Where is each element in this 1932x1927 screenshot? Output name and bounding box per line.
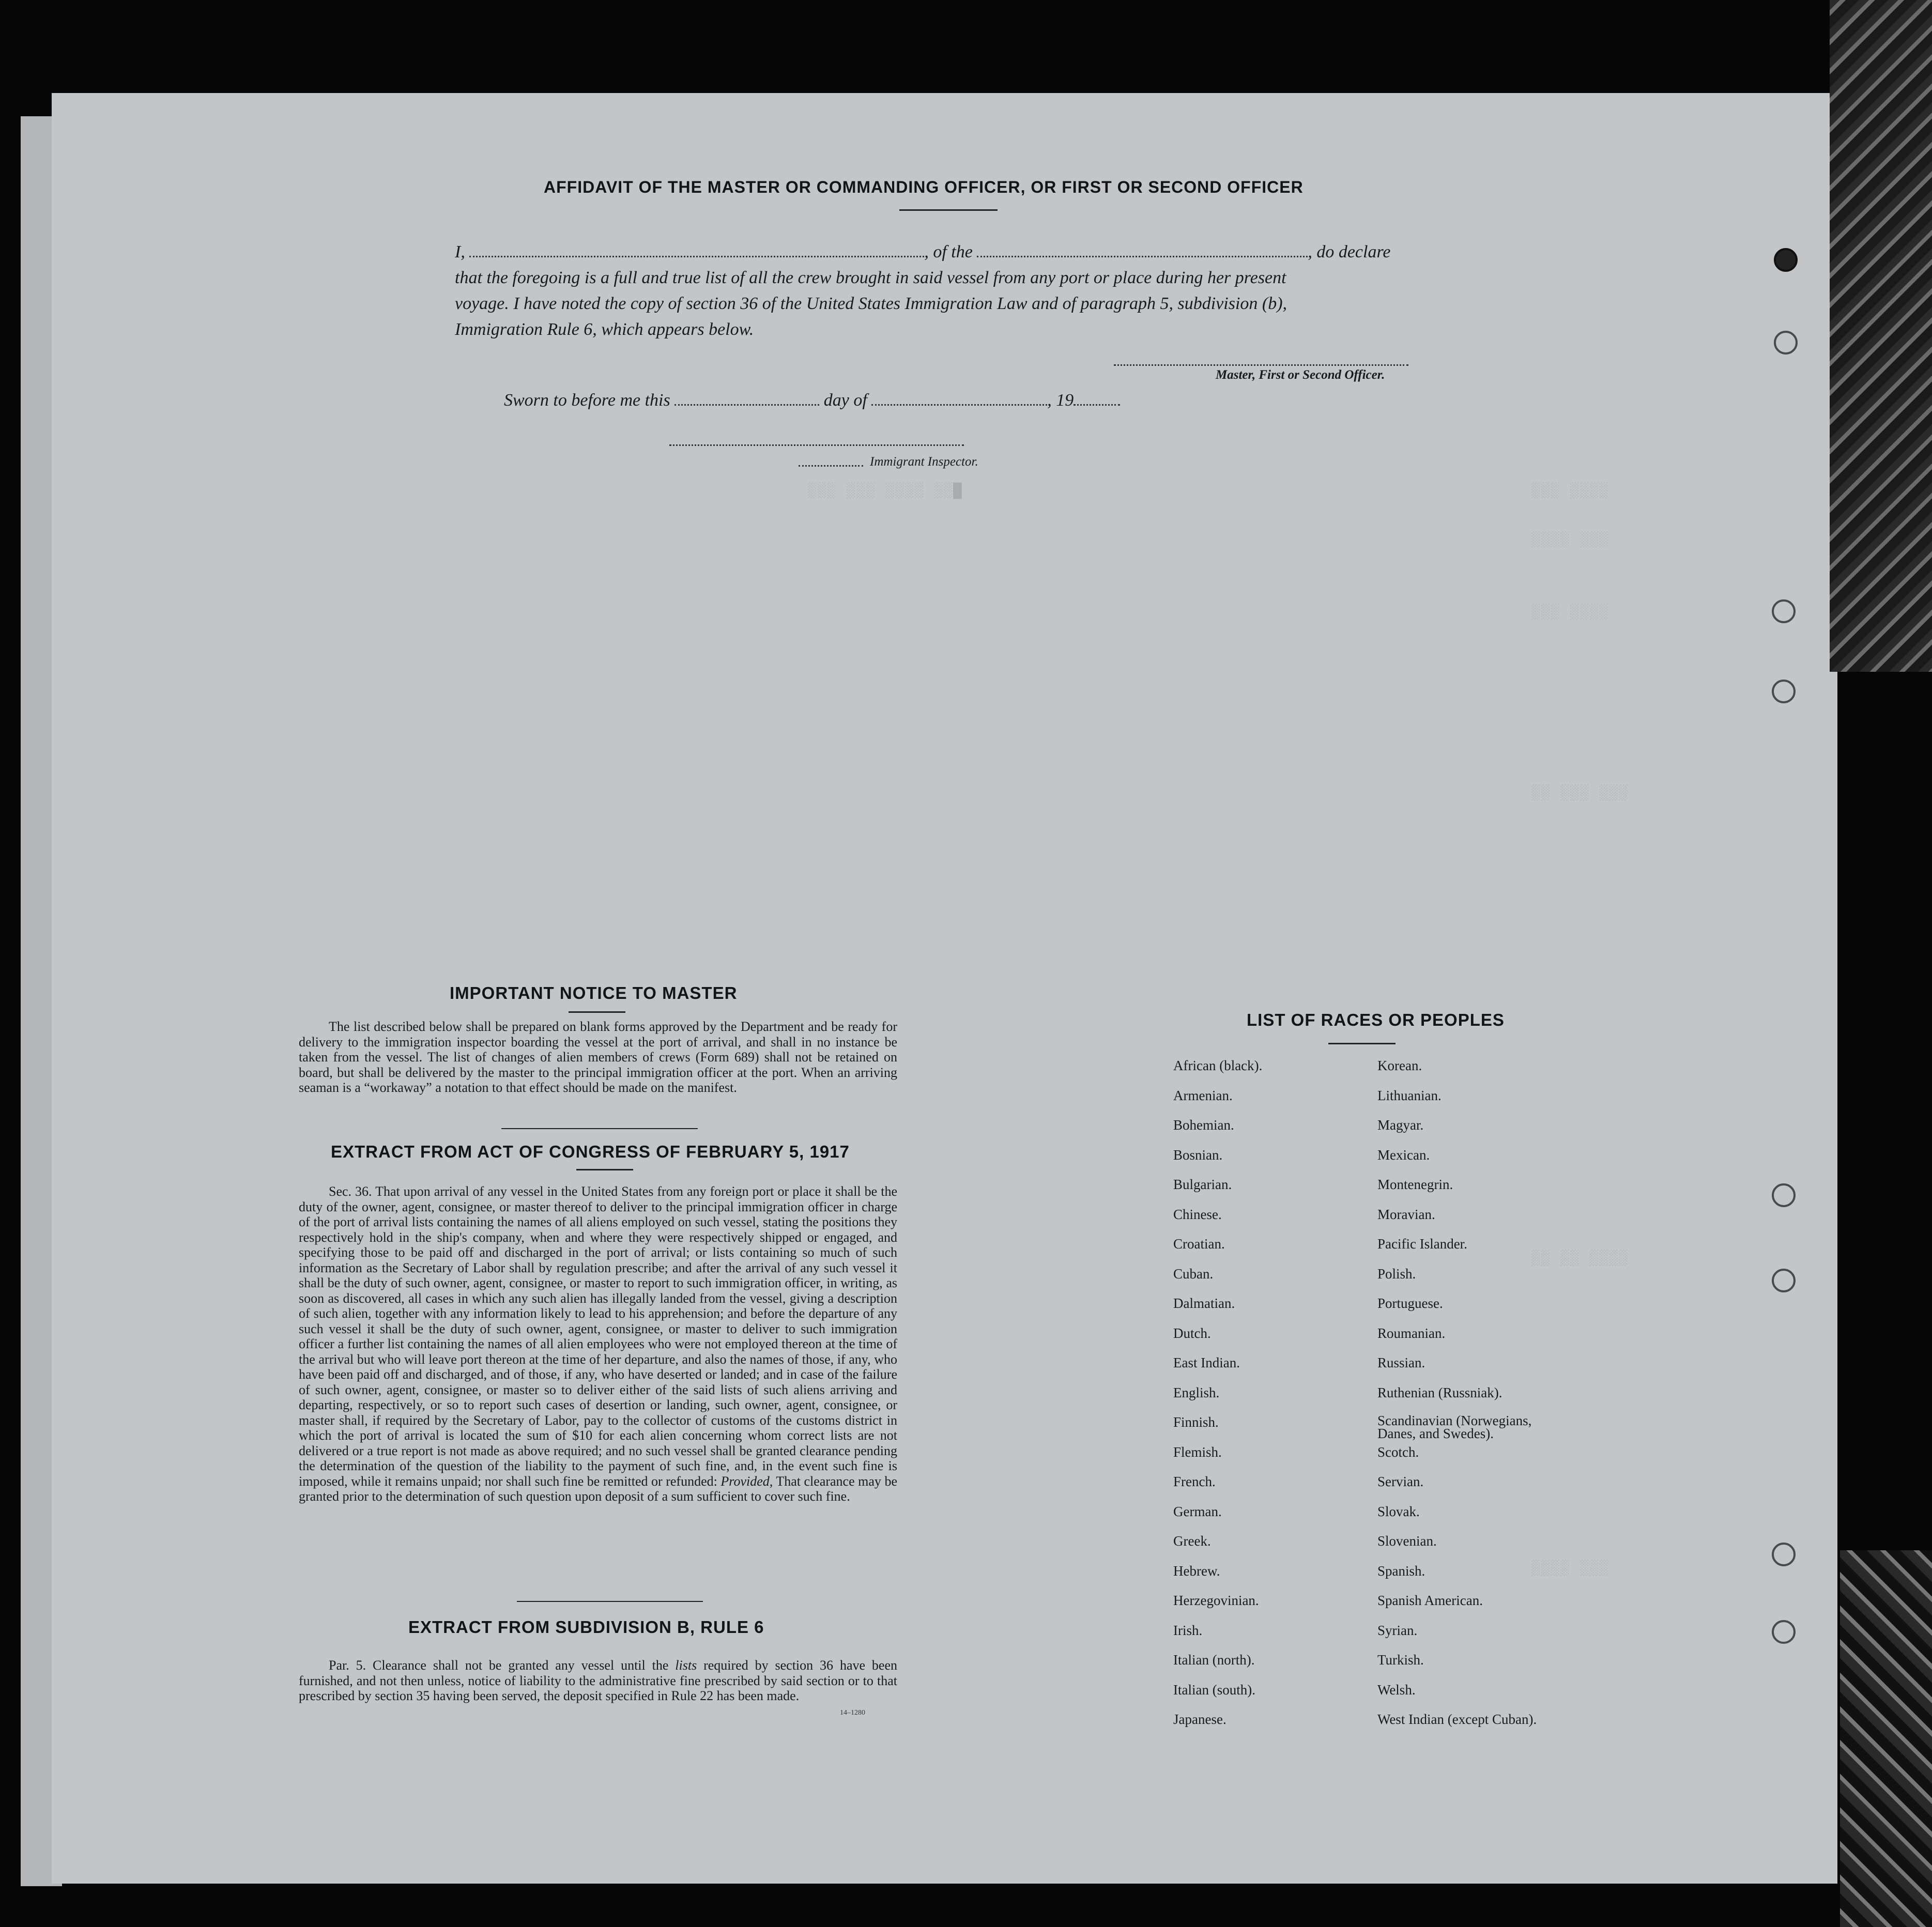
punch-hole — [1772, 1183, 1796, 1207]
act-provided: Provided, — [720, 1473, 773, 1489]
inspector-leader-dots — [799, 465, 863, 467]
race-item: Slovak. — [1377, 1503, 1420, 1519]
race-item: Scandinavian (Norwegians, Danes, and Swedes). — [1377, 1413, 1532, 1441]
race-item: Syrian. — [1377, 1622, 1418, 1638]
bleed-through-text: ░░░ ░░░░ — [1530, 532, 1608, 548]
sworn-text: Sworn to before me this — [504, 391, 670, 410]
punch-hole — [1772, 1543, 1796, 1566]
race-item: Polish. — [1377, 1266, 1416, 1282]
race-item: Bulgarian. — [1173, 1177, 1232, 1192]
day-blank — [674, 399, 819, 406]
document-page — [52, 93, 1837, 1884]
race-item: Portuguese. — [1377, 1296, 1443, 1311]
race-item: Ruthenian (Russniak). — [1377, 1384, 1502, 1400]
race-item: Scotch. — [1377, 1444, 1419, 1460]
race-item: Slovenian. — [1377, 1533, 1437, 1549]
inspector-label: Immigrant Inspector. — [870, 455, 978, 469]
act-divider — [517, 1601, 703, 1602]
affidavit-i: I, — [455, 242, 465, 261]
notice-body — [299, 1019, 897, 1096]
punch-hole — [1774, 248, 1798, 272]
race-item: Irish. — [1173, 1622, 1203, 1638]
race-item: Lithuanian. — [1377, 1087, 1442, 1103]
race-item: French. — [1173, 1474, 1216, 1489]
punch-hole — [1774, 331, 1798, 354]
race-item: Bohemian. — [1173, 1117, 1234, 1133]
affidavit-line-1 — [455, 239, 1443, 265]
affidavit-line-3: voyage. I have noted the copy of section 36 of the United States Immigration Law and of paragraph 5, subdivision (b), — [455, 294, 1287, 313]
race-item: Greek. — [1173, 1533, 1211, 1549]
bleed-through-text: ░░░░ ░░ ░░ — [1530, 1251, 1628, 1267]
bleed-through-text: █░░ ░░░░ ░░░ ░░░ — [806, 483, 962, 499]
race-item: Pacific Islander. — [1377, 1236, 1467, 1252]
year-blank — [1074, 399, 1120, 406]
race-item: English. — [1173, 1384, 1220, 1400]
act-body — [299, 1184, 897, 1504]
act-text — [299, 1184, 897, 1504]
races-column-2 — [1377, 1058, 1563, 1741]
punch-hole — [1772, 680, 1796, 703]
affidavit-line-2: that the foregoing is a full and true list of all the crew brought in said vessel from any port or place during her present — [455, 268, 1286, 287]
race-item: Magyar. — [1377, 1117, 1424, 1133]
race-item: Welsh. — [1377, 1682, 1416, 1698]
scan-edge-debris-bottom — [1840, 1550, 1932, 1927]
affidavit-title: AFFIDAVIT OF THE MASTER OR COMMANDING OFFICER, OR FIRST OR SECOND OFFICER — [544, 178, 1304, 196]
notice-title: IMPORTANT NOTICE TO MASTER — [450, 983, 738, 1003]
race-item: Russian. — [1377, 1355, 1425, 1370]
race-item: Korean. — [1377, 1058, 1422, 1073]
punch-hole — [1772, 599, 1796, 623]
race-item: West Indian (except Cuban). — [1377, 1712, 1537, 1727]
master-signature-line — [1114, 364, 1408, 366]
affidavit-do-declare: , do declare — [1308, 242, 1391, 261]
inspector-signature-line — [669, 444, 964, 446]
sworn-line — [504, 388, 1120, 413]
race-item: Italian (north). — [1173, 1652, 1255, 1668]
title-rule — [899, 209, 998, 211]
race-item: Armenian. — [1173, 1087, 1233, 1103]
race-item: Spanish. — [1377, 1563, 1425, 1579]
race-item: Roumanian. — [1377, 1325, 1446, 1341]
month-blank — [871, 399, 1047, 406]
vessel-blank — [977, 251, 1308, 257]
rule-title: EXTRACT FROM SUBDIVISION B, RULE 6 — [408, 1617, 764, 1637]
punch-hole — [1772, 1269, 1796, 1292]
race-item: Herzegovinian. — [1173, 1593, 1259, 1608]
day-of-text: day of — [823, 391, 867, 410]
notice-rule — [569, 1011, 625, 1013]
rule-text-part1: Par. 5. Clearance shall not be granted any vessel until the — [329, 1658, 669, 1673]
act-rule — [576, 1169, 633, 1170]
bleed-through-text: ░░░ ░░░ ░░ — [1530, 785, 1628, 801]
bleed-through-text: ░░░ ░░░░ — [1530, 1561, 1608, 1577]
race-item: Moravian. — [1377, 1206, 1435, 1222]
race-item: Hebrew. — [1173, 1563, 1220, 1579]
affidavit-of-the: , of the — [924, 242, 973, 261]
notice-text: The list described below shall be prepared on blank forms approved by the Department and be ready for delivery to the immigration inspector boarding the vessel at the port of arrival, and shall in no instance be taken from the vessel. The list of changes of alien members of crews (Form 689) shall not be retained on board, but shall be delivered by the master to the principal immigration officer at the port. When an arriving seaman is a “workaway” a notation to that effect should be made on the manifest. — [299, 1019, 897, 1095]
act-text-part1: Sec. 36. That upon arrival of any vessel in the United States from any foreign port or place it shall be the duty of the owner, agent, consignee, or master thereof to deliver to the principal immigration officer in charge of the port of arrival lists containing the names of all aliens employed on such vessel, stating the positions they respectively hold in the ship's company, when and where they were respectively shipped or engaged, and specifying those to be paid off and discharged in the port of arrival; or lists containing so much of such information as the Secretary of Labor shall by regulation prescribe; and after the arrival of any such vessel it shall be the duty of such owner, agent, consignee, or master to report to such immigration officer, in writing, as soon as discovered, all cases in which any such alien has illegally landed from the vessel, giving a description of such alien, together with any information likely to lead to his apprehension; and before the departure of any such vessel it shall be the duty of such owner, agent, consignee, or master to deliver to such immigration officer a further list containing the names of all alien employees who were not employed thereon at the time of the arrival but who will leave port thereon at the time of her departure, and also the names of those, if any, who have been paid off and discharged, and of those, if any, who have deserted or landed; and in case of the failure of such owner, agent, consignee, or master so to deliver either of the said lists of such aliens arriving and departing, respectively, or so to report such cases of desertion or landing, such owner, agent, consignee, or master shall, if required by the Secretary of Labor, pay to the collector of customs of the customs district in which the port of arrival is located the sum of $10 for each alien concerning whom correct lists are not delivered or a true report is not made as above required; and no such vessel shall be granted clearance pending the determination of the question of the liability to the payment of such fine, and, in the event such fine is imposed, while it remains unpaid; nor shall such fine be remitted or refunded: — [299, 1184, 897, 1489]
race-item: African (black). — [1173, 1058, 1263, 1073]
race-item: Dutch. — [1173, 1325, 1211, 1341]
race-item: Cuban. — [1173, 1266, 1214, 1282]
name-blank — [469, 251, 924, 257]
race-item: Finnish. — [1173, 1414, 1219, 1430]
race-item: Bosnian. — [1173, 1147, 1223, 1163]
rule-text — [299, 1658, 897, 1704]
race-item: Servian. — [1377, 1474, 1424, 1489]
rule-body — [299, 1658, 897, 1704]
bleed-through-text: ░░░░ ░░░ — [1530, 605, 1608, 621]
races-column-1 — [1173, 1058, 1262, 1741]
race-item: German. — [1173, 1503, 1222, 1519]
race-item: Mexican. — [1377, 1147, 1430, 1163]
act-text-part2: That clearance may be granted prior to the determination of such question upon deposit of a sum sufficient to cover such fine. — [299, 1473, 898, 1504]
affidavit-line-4: Immigration Rule 6, which appears below. — [455, 320, 754, 339]
punch-hole — [1772, 1620, 1796, 1644]
races-title: LIST OF RACES OR PEOPLES — [1247, 1010, 1505, 1029]
race-item: Turkish. — [1377, 1652, 1424, 1668]
scan-edge-debris — [1830, 0, 1932, 672]
race-item: Spanish American. — [1377, 1593, 1483, 1608]
race-item: Croatian. — [1173, 1236, 1225, 1252]
master-label: Master, First or Second Officer. — [1216, 368, 1385, 382]
races-rule — [1328, 1043, 1396, 1044]
race-item: Flemish. — [1173, 1444, 1222, 1460]
act-title: EXTRACT FROM ACT OF CONGRESS OF FEBRUARY 5, 1917 — [331, 1142, 850, 1161]
year-text: , 19 — [1047, 391, 1074, 410]
rule-lists: lists — [675, 1658, 697, 1673]
race-item: Montenegrin. — [1377, 1177, 1453, 1192]
form-number: 14–1280 — [840, 1709, 865, 1717]
race-item: Chinese. — [1173, 1206, 1222, 1222]
race-item: East Indian. — [1173, 1355, 1240, 1370]
notice-divider — [501, 1128, 698, 1129]
race-item: Italian (south). — [1173, 1682, 1255, 1698]
bleed-through-text: ░░░░ ░░░ — [1530, 483, 1608, 499]
rule-text-part2: required by section 36 have been furnished, and not then unless, notice of liability to the administrative fine prescribed by said section or to that prescribed by section 35 having been served, the deposit specified in Rule 22 has been made. — [299, 1658, 897, 1703]
race-item: Dalmatian. — [1173, 1296, 1235, 1311]
race-item: Japanese. — [1173, 1712, 1226, 1727]
